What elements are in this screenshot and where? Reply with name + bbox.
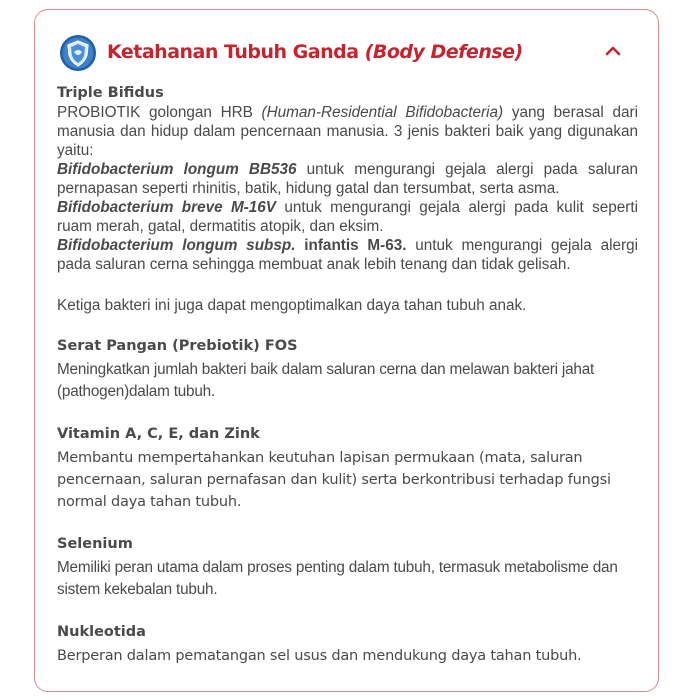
section-text: Meningkatkan jumlah bakteri baik dalam saluran cerna dan melawan bakteri jahat (pathogen)dalam tubuh.	[57, 361, 595, 400]
strain-name: Bifidobacterium longum subsp.	[57, 237, 296, 254]
strain-name-bold: infantis M-63.	[295, 237, 407, 254]
section-text: Memiliki peran utama dalam proses penting dalam tubuh, termasuk metabolisme dan sistem kekebalan tubuh.	[57, 559, 618, 598]
accordion-header[interactable]	[59, 34, 634, 70]
card-content	[57, 84, 638, 667]
section-heading: Nukleotida	[57, 624, 146, 640]
triple-intro	[57, 103, 638, 160]
body-defense-card	[34, 9, 659, 692]
chevron-up-icon[interactable]	[604, 42, 622, 60]
section-text: Membantu mempertahankan keutuhan lapisan permukaan (mata, saluran pencernaan, saluran pernafasan dan kulit) serta berkontribusi terhadap fungsi normal daya tahan tubuh.	[57, 450, 611, 510]
intro-text: PROBIOTIK golongan HRB	[57, 104, 262, 121]
section-heading: Triple Bifidus	[57, 85, 164, 101]
title-main: Ketahanan Tubuh Ganda	[107, 41, 359, 63]
intro-italic: (Human-Residential Bifidobacteria)	[261, 104, 504, 121]
card-title	[107, 41, 523, 63]
strain-text: untuk mengurangi gejala alergi pada saluran pernapasan seperti rhinitis, batik, hidung gatal dan tersumbat, serta asma.	[57, 161, 638, 197]
shield-icon	[59, 34, 97, 72]
section-heading: Serat Pangan (Prebiotik) FOS	[57, 338, 298, 354]
strain-name: Bifidobacterium breve M-16V	[57, 199, 276, 216]
strain-text: untuk mengurangi gejala alergi pada kulit seperti ruam merah, gatal, dermatitis atopik, dan eksim.	[57, 199, 638, 235]
section-heading: Selenium	[57, 536, 133, 552]
section-text: Berperan dalam pematangan sel usus dan mendukung daya tahan tubuh.	[57, 648, 582, 664]
strain-name: Bifidobacterium longum BB536	[57, 161, 297, 178]
intro-text-2: yang berasal dari manusia dan hidup dalam pencernaan manusia. 3 jenis bakteri baik yang digunakan yaitu:	[57, 104, 638, 159]
strain-text: untuk mengurangi gejala alergi pada saluran cerna sehingga membuat anak lebih tenang dan tidak gelisah.	[57, 237, 638, 273]
strain-item	[57, 236, 638, 274]
triple-summary: Ketiga bakteri ini juga dapat mengoptimalkan daya tahan tubuh anak.	[57, 297, 527, 314]
triple-bifidus-section	[57, 84, 638, 315]
strain-item	[57, 198, 638, 236]
title-sub: (Body Defense)	[364, 41, 523, 63]
section-heading: Vitamin A, C, E, dan Zink	[57, 426, 260, 442]
strain-item	[57, 160, 638, 198]
